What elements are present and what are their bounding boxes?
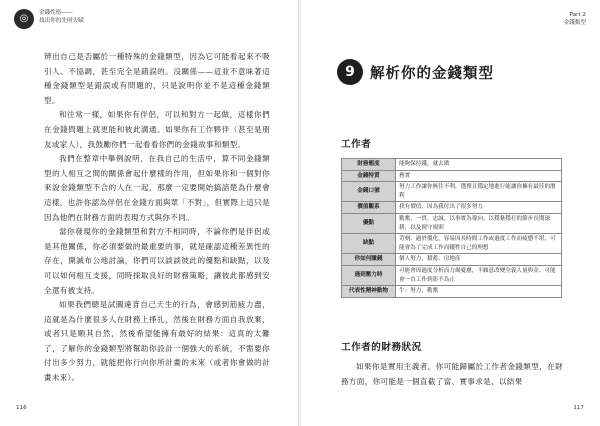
paragraph: 我們在整章中舉例說明，在我自己的生活中，算不同金錢類型的人相互之間的關係會起什麼樣的作用，但如果你和一個對你來說金錢類型不合的人在一起，那麼一定要開始搞諳楚為什麼會這樣，也許你認為伴侶在金錢方面與眾「不對」，但實際上這只是因為他們在財務方面的表現方式與你不同。 <box>44 154 270 222</box>
running-header-right <box>564 11 586 27</box>
row-value: 努力工作讓你無往不利，選擇且穩定地進行能讓你擁有最佳的潛利 <box>396 182 562 202</box>
right-body-text <box>341 360 563 389</box>
subheading-worker-finances: 工作者的財務狀況 <box>341 342 422 353</box>
left-page <box>0 0 299 426</box>
table-row <box>342 202 562 214</box>
money-type-table <box>341 158 562 298</box>
section-number-badge: 9 <box>337 59 363 85</box>
table-row <box>342 265 562 285</box>
running-header-left <box>14 9 84 29</box>
row-value: 能夠保持錢，就去做 <box>396 159 562 171</box>
table-row <box>342 182 562 202</box>
table-row <box>342 159 562 171</box>
section-title: 解析你的金錢類型 <box>370 65 494 82</box>
row-label: 你如何賺錢 <box>342 254 396 266</box>
row-label: 金錢特質 <box>342 170 396 182</box>
table-row <box>342 234 562 254</box>
table-row <box>342 213 562 233</box>
paragraph: 當你發現你的金錢類型和對方不相同時，不論你們是伴侶或是其他關係，你必須要做的最重要的事，就是確認這種差異性的存在，開誠布公地討論，你們可以談談彼此的優點和缺點，以及可以如何相互支援，同時採取良好的財務策略，讓彼此都感到安全還有被支持。 <box>44 227 270 295</box>
table-row <box>342 170 562 182</box>
running-header-line2: 找出你的先財天賦 <box>39 18 84 24</box>
row-value: 我有價值，因為我付出了很多努力 <box>396 202 562 214</box>
paragraph: 如果我們總是試圖違背自己天生的行為，會感到筋疲力盡，這就是為什麼很多人在財務上掙扎，然後在財務方面自我放棄，或者只是順其自然，然後希望能擁有最好的結果：這真的太難了，了解你的金錢類型將幫助你設計一個強大的系統，不需要你付出多少努力，就能把你行向你所計畫的未來（或者你會做的計畫未來）。 <box>44 300 270 383</box>
subheading-worker: 工作者 <box>341 139 372 150</box>
row-value: 勤奮、一貫、忠誠、以事實為導向、以穩紮穩打的節步長期深耕、以及擅守規則 <box>396 213 562 233</box>
section-heading <box>337 59 494 85</box>
left-body-text <box>44 50 270 386</box>
row-value: 牛：努力、勤奮 <box>396 286 562 298</box>
row-label: 代表性精神動物 <box>342 286 396 298</box>
page-number-right: 117 <box>573 405 584 411</box>
row-value: 務實 <box>396 170 562 182</box>
row-value: 可能會因過度分析而力竭憂慮，不願意改變全義人量與金、可能會一直工作到影不為止 <box>396 265 562 285</box>
paragraph: 辨出自己是否屬於一種特殊的金錢類型，因為它可能看起來不吸引人、不協調，甚至完全是錯誤的。沒關係——這並不意味著這種金錢類型是錯誤或有問題的，只是說明你並不是這種金錢類型。 <box>44 52 270 105</box>
row-label: 遇到壓力時 <box>342 265 396 285</box>
row-value: 個人努力、積蓄、房地產 <box>396 254 562 266</box>
row-label: 缺點 <box>342 234 396 254</box>
chapter-emblem-icon: ◎ <box>14 9 34 29</box>
paragraph: 如果你是實用主義者，你可能歸屬於工作者金錢類型，在財務方面，你可能是一個直截了當、實事求是、以結果 <box>341 362 563 386</box>
table-row <box>342 254 562 266</box>
running-header-title: 金錢類型 <box>563 20 586 26</box>
paragraph: 和往常一樣，如果你有伴侶，可以和對方一起做，這樣你們在金錢問題上就更能和彼此溝通。如果你有工作夥伴（甚至是朋友或家人），我鼓勵你們一起看看你們的金錢故事和類型。 <box>44 110 270 149</box>
row-label: 價值觀系 <box>342 202 396 214</box>
running-header-line1: 金錢性格—— <box>39 10 73 16</box>
row-label: 優點 <box>342 213 396 233</box>
row-label: 金錢口號 <box>342 182 396 202</box>
table-row <box>342 286 562 298</box>
row-value: 苛刻、過於僵化，容易因長時間工作或過度工作而疲憊不堪，可能會為了完成工作而犧牲自己的理想 <box>396 234 562 254</box>
row-label: 財務態度 <box>342 159 396 171</box>
page-number-left: 116 <box>16 405 27 411</box>
running-header-part: Part 2 <box>569 12 586 18</box>
